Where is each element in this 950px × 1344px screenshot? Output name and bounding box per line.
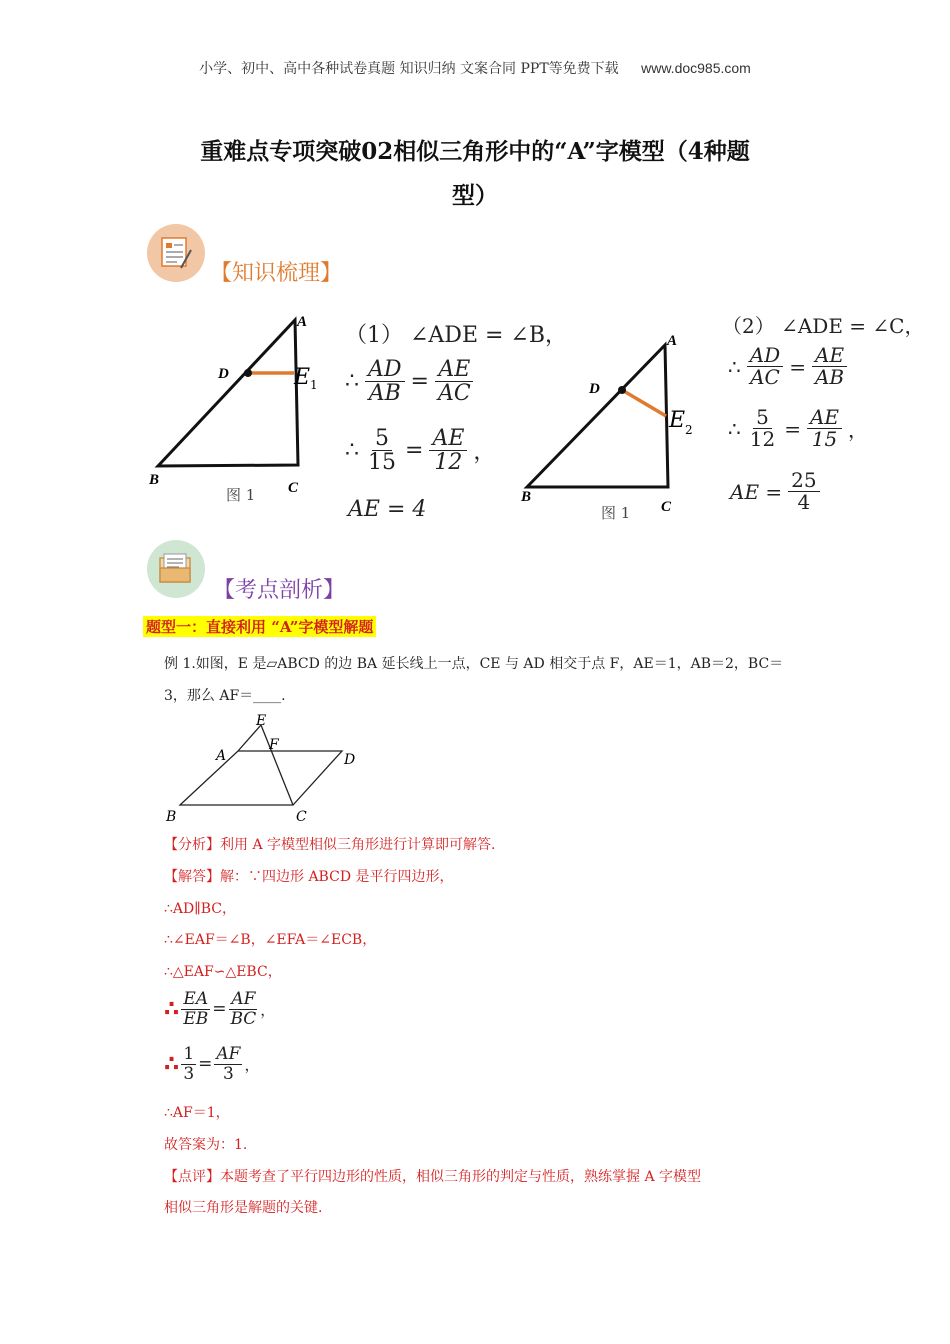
label-c: C xyxy=(296,809,307,825)
frac-num: EA xyxy=(183,989,209,1009)
label-b: B xyxy=(149,472,160,488)
step-4: ∴AF＝1， xyxy=(164,1105,230,1121)
label-d: D xyxy=(589,381,600,397)
therefore-symbol: ∴ xyxy=(345,369,359,395)
figure-2-triangle xyxy=(515,325,715,525)
frac-den: AC xyxy=(437,381,471,407)
figure-caption: 图 1 xyxy=(601,504,631,522)
fig2-proportion: ∴ $\frac{AD}{AC}$ = $\frac{AE}{AB}$ xyxy=(728,345,847,388)
step-3: ∴△EAF∽△EBC， xyxy=(164,964,282,980)
frac-num: AE xyxy=(812,345,847,367)
label-e-sub: 2 xyxy=(685,423,693,437)
label-a: A xyxy=(667,333,678,349)
fig1-proportion: ∴ $\frac{AD}{AB}$ = $\frac{AE}{AC}$ xyxy=(345,358,474,405)
frac-num: 1 xyxy=(183,1044,195,1064)
segment-de xyxy=(622,390,666,416)
point-d xyxy=(244,369,252,377)
comma: ， xyxy=(260,1000,276,1019)
type-1-label: 题型一：直接利用 “A”字模型解题 xyxy=(143,616,376,637)
result-left: AE = xyxy=(730,479,783,504)
label-c: C xyxy=(661,499,672,515)
frac-num: AD xyxy=(365,358,405,382)
triangle-abc xyxy=(527,345,668,487)
page-header xyxy=(0,58,950,78)
frac-num: AF xyxy=(216,1044,241,1064)
frac-den: BC xyxy=(230,1008,257,1029)
frac-den: 3 xyxy=(183,1063,195,1084)
frac-den: 12 xyxy=(434,450,463,476)
triangle-abc xyxy=(158,320,298,466)
step-1: ∴AD∥BC， xyxy=(164,901,236,917)
frac-den: 3 xyxy=(223,1063,234,1084)
frac-den: 15 xyxy=(811,427,838,451)
point-d xyxy=(618,386,626,394)
label-f: F xyxy=(269,737,279,753)
frac-den: 15 xyxy=(368,450,396,476)
frac-den: AC xyxy=(750,365,780,389)
frac-num: 25 xyxy=(788,470,819,492)
fig1-result: AE = 4 xyxy=(348,497,427,522)
frac-num: 5 xyxy=(372,427,392,451)
fig2-condition-text: （2） ∠ADE = ∠C， xyxy=(722,314,925,338)
section-title-analysis: 【考点剖析】 xyxy=(213,578,346,603)
comma: ， xyxy=(244,1055,260,1074)
fig2-substitution: ∴ $\frac{5}{12}$ = $\frac{AE}{15}$ ， xyxy=(728,405,868,451)
final-answer: 故答案为：1. xyxy=(164,1137,248,1153)
step-2: ∴∠EAF＝∠B，∠EFA＝∠ECB， xyxy=(164,932,377,948)
frac-den: EB xyxy=(183,1008,209,1029)
label-b: B xyxy=(166,809,177,825)
answer-head: 【解答】解：∵四边形 ABCD 是平行四边形， xyxy=(164,869,454,885)
therefore-symbol: ∴ xyxy=(345,438,359,464)
fig1-condition-text: （1） ∠ADE = ∠B， xyxy=(345,323,568,348)
frac-num: AF xyxy=(231,989,256,1009)
label-e: E xyxy=(294,365,311,390)
example-line-1: 例 1.如图，E 是▱ABCD 的边 BA 延长线上一点，CE 与 AD 相交于点 F，AE＝1，AB＝2，BC＝ xyxy=(164,656,784,672)
parallelogram-figure xyxy=(160,708,370,828)
figure-1-triangle xyxy=(140,310,340,510)
therefore-symbol: ∴ xyxy=(728,416,741,441)
comma: ， xyxy=(473,440,496,466)
parallelogram-abcd xyxy=(180,751,342,805)
frac-den: AB xyxy=(814,365,845,389)
label-d: D xyxy=(344,752,356,768)
step-fraction-1: ∴ $\frac{EA}{EB}$ = $\frac{AF}{BC}$ ， xyxy=(164,989,276,1029)
label-e-sub: 1 xyxy=(310,378,318,392)
fig2-condition xyxy=(722,310,924,339)
frac-num: AE xyxy=(435,358,473,382)
comment-line-2: 相似三角形是解题的关键. xyxy=(164,1200,323,1216)
comma: ， xyxy=(848,418,868,442)
header-text: 小学、初中、高中各种试卷真题 知识归纳 文案合同 PPT等免费下载 xyxy=(199,61,619,77)
label-c: C xyxy=(288,480,299,496)
label-e: E xyxy=(669,408,686,433)
frac-den: AB xyxy=(368,381,401,407)
therefore-symbol: ∴ xyxy=(728,354,741,379)
fig1-substitution: ∴ $\frac{5}{15}$ = $\frac{AE}{12}$ ， xyxy=(345,426,496,476)
label-e: E xyxy=(256,713,267,729)
analysis-text: 【分析】利用 A 字模型相似三角形进行计算即可解答. xyxy=(164,837,496,853)
frac-den: 4 xyxy=(797,490,811,514)
section-title-knowledge: 【知识梳理】 xyxy=(210,261,343,286)
fig2-result xyxy=(730,470,820,513)
folder-icon xyxy=(147,540,205,598)
page-title xyxy=(150,130,800,218)
title-line1: 重难点专项突破02相似三角形中的“A”字模型（4种题 xyxy=(200,138,750,165)
label-d: D xyxy=(218,366,229,382)
therefore-symbol: ∴ xyxy=(164,1051,180,1077)
label-a: A xyxy=(216,748,227,764)
comment-line-1: 【点评】本题考查了平行四边形的性质，相似三角形的判定与性质，熟练掌握 A 字模型 xyxy=(164,1169,702,1185)
frac-num: 5 xyxy=(753,407,772,429)
example-line-2: 3，那么 AF＝____. xyxy=(164,688,286,704)
label-b: B xyxy=(521,489,532,505)
title-line2: 型） xyxy=(452,182,498,209)
frac-num: AE xyxy=(807,407,842,429)
frac-num: AE xyxy=(429,427,467,451)
label-a: A xyxy=(297,314,308,330)
header-site[interactable]: www.doc985.com xyxy=(641,60,751,76)
notebook-icon xyxy=(147,224,205,282)
frac-num: AD xyxy=(747,345,783,367)
step-fraction-2: ∴ $\frac{1}{3}$ = $\frac{AF}{3}$ ， xyxy=(164,1044,260,1084)
therefore-symbol: ∴ xyxy=(164,996,180,1022)
frac-den: 12 xyxy=(749,427,776,451)
figure-caption: 图 1 xyxy=(226,486,256,504)
